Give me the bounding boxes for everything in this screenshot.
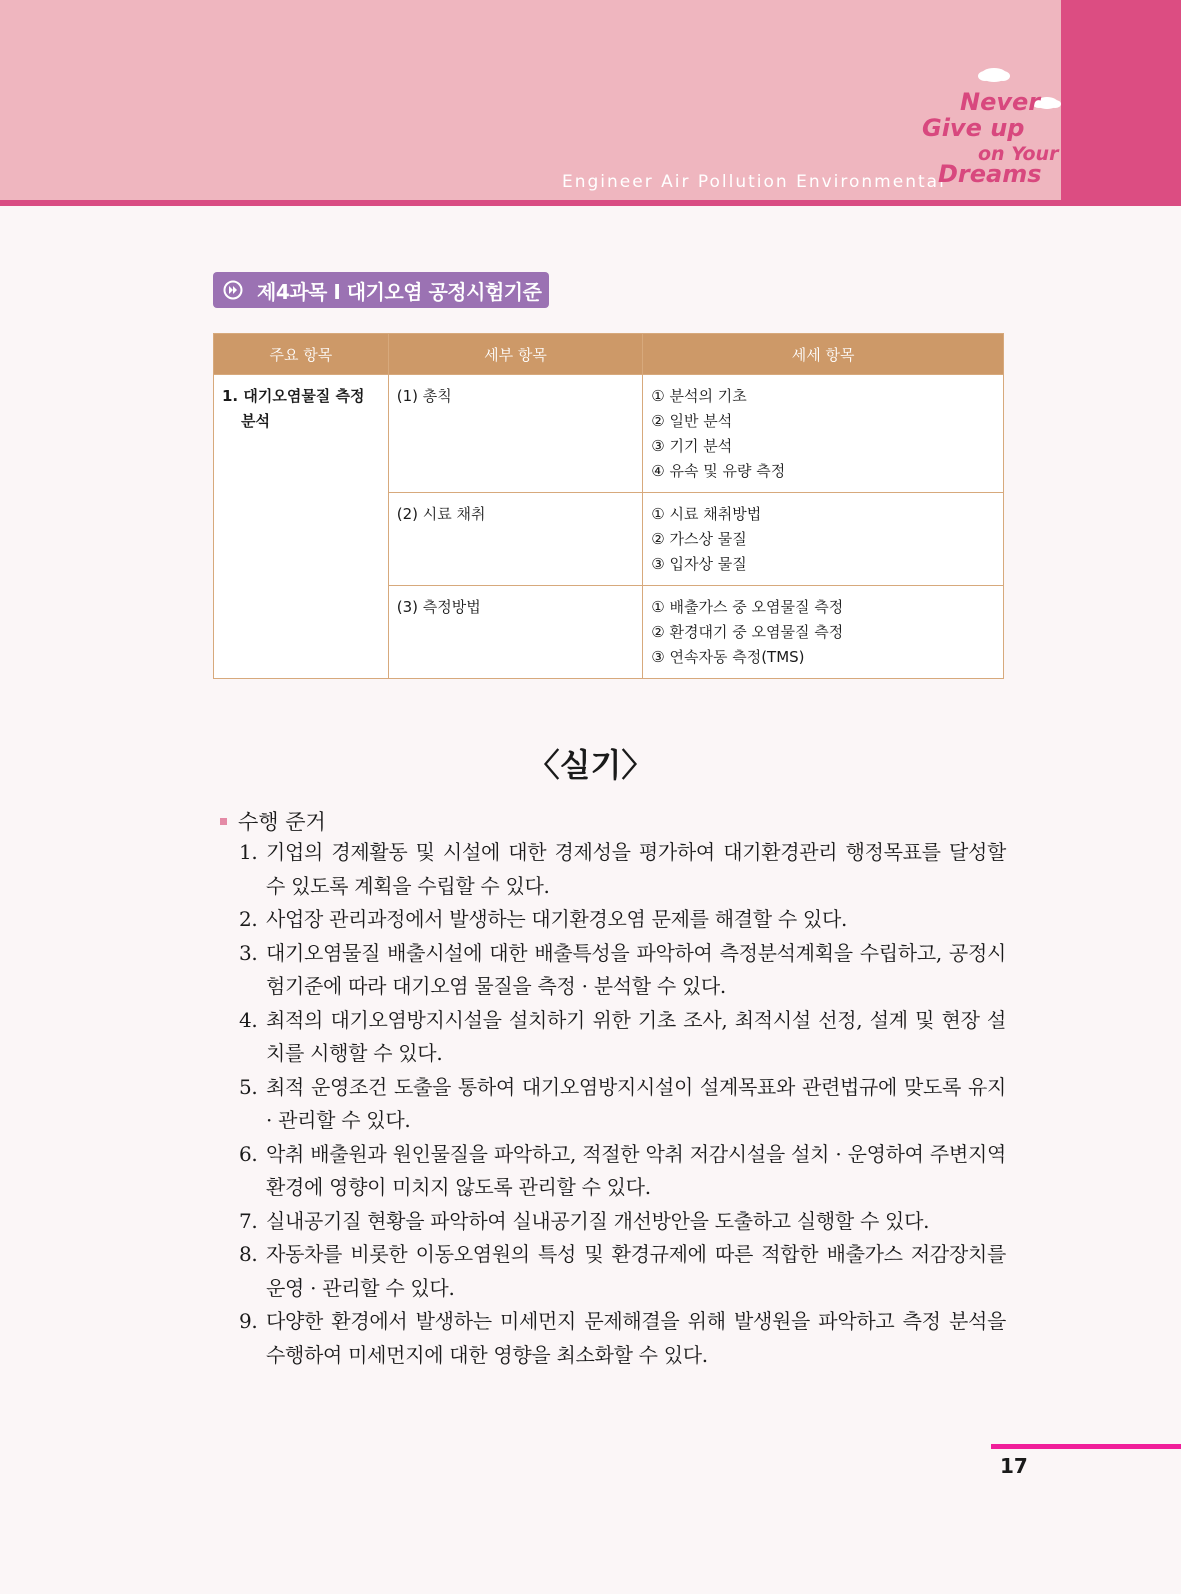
list-item-number: 6. (239, 1141, 258, 1166)
list-item (239, 1138, 1006, 1205)
list-item-text: 다양한 환경에서 발생하는 미세먼지 문제해결을 위해 발생원을 파악하고 측정 분석을 수행하여 미세먼지에 대한 영향을 최소화할 수 있다. (266, 1309, 1006, 1367)
logo-line-on-your: on Your (978, 143, 1059, 165)
detail-cell (643, 493, 1004, 586)
column-header: 세부 항목 (388, 334, 643, 375)
list-item (239, 1004, 1006, 1071)
list-item (239, 1205, 1006, 1239)
list-item-number: 5. (239, 1074, 258, 1099)
main-item-title: 1. 대기오염물질 측정 (222, 387, 365, 405)
section-badge (213, 272, 549, 308)
practical-title: 〈실기〉 (527, 746, 654, 784)
list-item-number: 4. (239, 1007, 258, 1032)
list-item (239, 903, 1006, 937)
detail-item: ③ 연속자동 측정(TMS) (651, 648, 805, 666)
detail-item: ③ 기기 분석 (651, 437, 733, 455)
list-item-text: 기업의 경제활동 및 시설에 대한 경제성을 평가하여 대기환경관리 행정목표를 달성할 수 있도록 계획을 수립할 수 있다. (266, 840, 1006, 898)
detail-item: ① 배출가스 중 오염물질 측정 (651, 598, 844, 616)
list-item-number: 8. (239, 1242, 258, 1266)
list-item (239, 836, 1006, 903)
detail-item: ② 일반 분석 (651, 412, 733, 430)
list-item-text: 최적의 대기오염방지시설을 설치하기 위한 기초 조사, 최적시설 선정, 설계 및 현장 설치를 시행할 수 있다. (266, 1007, 1006, 1065)
list-item-text: 사업장 관리과정에서 발생하는 대기환경오염 문제를 해결할 수 있다. (266, 907, 848, 931)
detail-item: ① 분석의 기초 (651, 387, 747, 405)
list-item-number: 3. (239, 940, 258, 965)
page-number: 17 (1000, 1454, 1028, 1478)
logo-line-give-up: Give up (922, 114, 1025, 142)
column-header: 세세 항목 (643, 334, 1004, 375)
main-item-title-cont: 분석 (241, 412, 270, 430)
detail-item: ① 시료 채취방법 (651, 505, 762, 523)
list-item (239, 1071, 1006, 1138)
column-header: 주요 항목 (214, 334, 389, 375)
never-give-up-logo (922, 60, 1072, 198)
book-subtitle: Engineer Air Pollution Environmental (562, 172, 946, 192)
detail-item: ③ 입자상 물질 (651, 555, 747, 573)
header-divider (0, 200, 1181, 206)
list-item-text: 실내공기질 현황을 파악하여 실내공기질 개선방안을 도출하고 실행할 수 있다. (266, 1208, 930, 1233)
logo-line-never: Never (960, 88, 1041, 116)
fast-forward-circle-icon (223, 280, 243, 300)
logo-line-dreams: Dreams (938, 160, 1042, 188)
detail-cell (643, 586, 1004, 679)
header-accent-block (1061, 0, 1181, 200)
list-item-text: 최적 운영조건 도출을 통하여 대기오염방지시설이 설계목표와 관련법규에 맞도록 유지 · 관리할 수 있다. (266, 1074, 1006, 1132)
list-item (239, 1305, 1006, 1372)
detail-item: ② 가스상 물질 (651, 530, 747, 548)
detail-item: ④ 유속 및 유량 측정 (651, 462, 786, 480)
cloud-icon (978, 68, 1010, 82)
sub-item-cell: (3) 측정방법 (388, 586, 643, 679)
section-title: 제4과목 Ⅰ 대기오염 공정시험기준 (257, 279, 542, 304)
standards-list (239, 836, 1006, 1372)
sub-item-cell: (2) 시료 채취 (388, 493, 643, 586)
standards-heading (220, 806, 326, 836)
list-item-number: 7. (239, 1208, 258, 1233)
detail-item: ② 환경대기 중 오염물질 측정 (651, 623, 844, 641)
square-bullet-icon (220, 818, 227, 825)
standards-heading-text: 수행 준거 (238, 810, 326, 834)
list-item (239, 1238, 1006, 1305)
list-item-text: 자동차를 비롯한 이동오염원의 특성 및 환경규제에 따른 적합한 배출가스 저감장치를 운영 · 관리할 수 있다. (266, 1242, 1006, 1300)
list-item-number: 2. (239, 907, 258, 931)
list-item-text: 대기오염물질 배출시설에 대한 배출특성을 파악하여 측정분석계획을 수립하고, 공정시험기준에 따라 대기오염 물질을 측정 · 분석할 수 있다. (266, 940, 1006, 998)
table-header-row (214, 334, 1004, 375)
sub-item-cell: (1) 총칙 (388, 375, 643, 493)
table-row (214, 375, 1004, 493)
list-item-number: 1. (239, 840, 258, 864)
syllabus-table (213, 333, 1004, 679)
list-item-number: 9. (239, 1309, 258, 1333)
detail-cell (643, 375, 1004, 493)
list-item-text: 악취 배출원과 원인물질을 파악하고, 적절한 악취 저감시설을 설치 · 운영하여 주변지역 환경에 영향이 미치지 않도록 관리할 수 있다. (266, 1141, 1006, 1199)
footer-accent-line (991, 1444, 1181, 1449)
list-item (239, 937, 1006, 1004)
main-item-cell (214, 375, 389, 679)
